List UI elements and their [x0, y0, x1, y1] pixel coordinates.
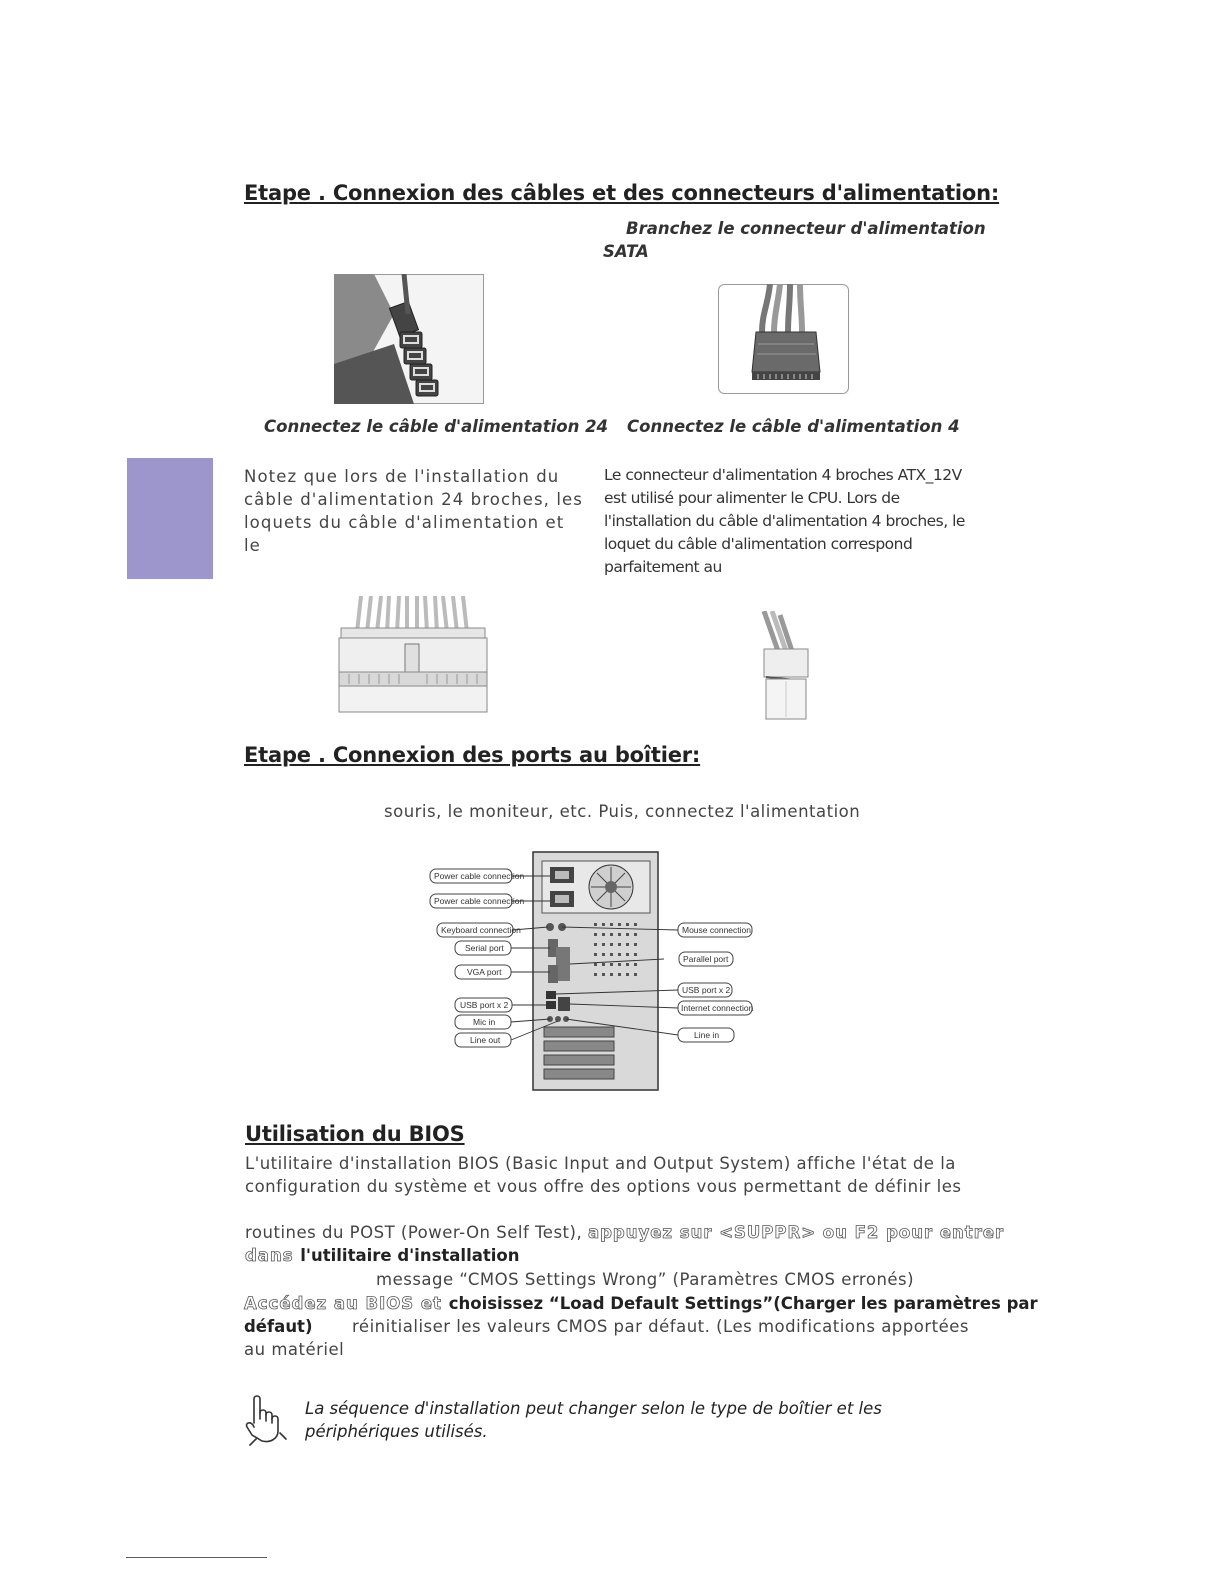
step-ports-intro: souris, le moniteur, etc. Puis, connectez l'alimentation [384, 802, 861, 821]
bios-key-instruction: appuyez sur <SUPPR> ou F2 pour entrer [587, 1223, 1005, 1242]
callout-label: VGA port [467, 967, 502, 977]
note-4pin-line: l'installation du câble d'alimentation 4 broches, le [604, 512, 965, 530]
tip-line: La séquence d'installation peut changer selon le type de boîtier et les [305, 1399, 882, 1418]
bios-line-4 [245, 1244, 520, 1267]
callout-internet [678, 1001, 754, 1015]
callout-line-out [455, 1033, 511, 1047]
callout-usb-right [678, 983, 732, 997]
note-24pin [244, 465, 584, 557]
note-4pin [604, 464, 984, 579]
callout-label: Line out [470, 1035, 501, 1045]
callout-label: USB port x 2 [682, 985, 731, 995]
note-4pin-line: Le connecteur d'alimentation 4 broches ATX_12V [604, 466, 962, 484]
note-24pin-line: Notez que lors de l'installation du [244, 467, 560, 486]
left-callouts [430, 869, 525, 1047]
callout-parallel [679, 952, 733, 966]
note-24pin-line: loquets du câble d'alimentation et le [244, 513, 565, 555]
bios-line-6-hollow: Accédez au BIOS et [244, 1294, 449, 1313]
callout-line-in [678, 1028, 734, 1042]
callout-mic-in [455, 1015, 511, 1029]
note-4pin-line: parfaitement au [604, 558, 722, 576]
bios-line-3-plain: routines du POST (Power-On Self Test), [245, 1223, 588, 1242]
bios-line-7-plain: réinitialiser les valeurs CMOS par défaut. (Les modifications apportées [352, 1317, 970, 1336]
sata-instruction-line2: SATA [603, 242, 649, 261]
callout-mouse [678, 923, 752, 937]
callout-label: Serial port [465, 943, 504, 953]
caption-24pin: Connectez le câble d'alimentation 24 [264, 417, 609, 436]
bios-setup-utility: l'utilitaire d'installation [300, 1246, 520, 1265]
bios-line-8: au matériel [244, 1340, 345, 1359]
callout-keyboard [437, 923, 521, 937]
note-4pin-line: est utilisé pour alimenter le CPU. Lors de [604, 489, 900, 507]
callout-label: Mic in [473, 1017, 496, 1027]
callout-label: Keyboard connection [441, 925, 521, 935]
callout-vga [455, 965, 511, 979]
bios-line-4-hollow: dans [245, 1246, 301, 1265]
sata-instruction-line1: Branchez le connecteur d'alimentation [626, 219, 986, 238]
pointing-hand-icon [244, 1393, 288, 1447]
sata-ports-photo [334, 274, 484, 404]
step-power-heading: Etape . Connexion des câbles et des connecteurs d'alimentation: [244, 181, 1000, 205]
callout-label: Mouse connection [682, 925, 751, 935]
caption-4pin: Connectez le câble d'alimentation 4 [627, 417, 960, 436]
callout-label: USB port x 2 [460, 1000, 509, 1010]
bios-line-6 [244, 1292, 1038, 1315]
side-tab-marker [127, 458, 213, 579]
sata-power-connector-photo [718, 284, 849, 394]
rear-panel-diagram [426, 849, 756, 1095]
bios-heading: Utilisation du BIOS [245, 1122, 465, 1146]
bios-line-3 [245, 1221, 1004, 1244]
note-24pin-line: câble d'alimentation 24 broches, les [244, 490, 583, 509]
callout-label: Power cable connection [434, 871, 525, 881]
callout-label: Internet connection [681, 1003, 754, 1013]
callout-label: Power cable connection [434, 896, 525, 906]
footer-rule [126, 1557, 267, 1558]
bios-load-defaults: choisissez “Load Default Settings”(Charger les paramètres par [448, 1294, 1038, 1313]
bios-line-5: message “CMOS Settings Wrong” (Paramètres CMOS erronés) [376, 1270, 915, 1289]
connector-24pin-illustration [337, 596, 489, 714]
right-callouts [678, 923, 754, 1042]
tip-text [305, 1397, 882, 1443]
callout-usb-left [455, 998, 512, 1012]
bios-line-2: configuration du système et vous offre des options vous permettant de définir les [245, 1177, 962, 1196]
note-4pin-line: loquet du câble d'alimentation correspond [604, 535, 913, 553]
bios-defaults-end: défaut) [244, 1317, 313, 1336]
tip-line: périphériques utilisés. [305, 1422, 488, 1441]
callout-label: Line in [694, 1030, 720, 1040]
bios-line-7-bold [244, 1315, 313, 1338]
callout-label: Parallel port [683, 954, 729, 964]
callout-serial [455, 941, 511, 955]
step-ports-heading: Etape . Connexion des ports au boîtier: [244, 743, 701, 767]
callout-power-cable-1 [430, 869, 525, 883]
callout-power-cable-2 [430, 894, 525, 908]
connector-4pin-illustration [756, 611, 816, 723]
bios-line-1: L'utilitaire d'installation BIOS (Basic Input and Output System) affiche l'état de la [245, 1154, 956, 1173]
